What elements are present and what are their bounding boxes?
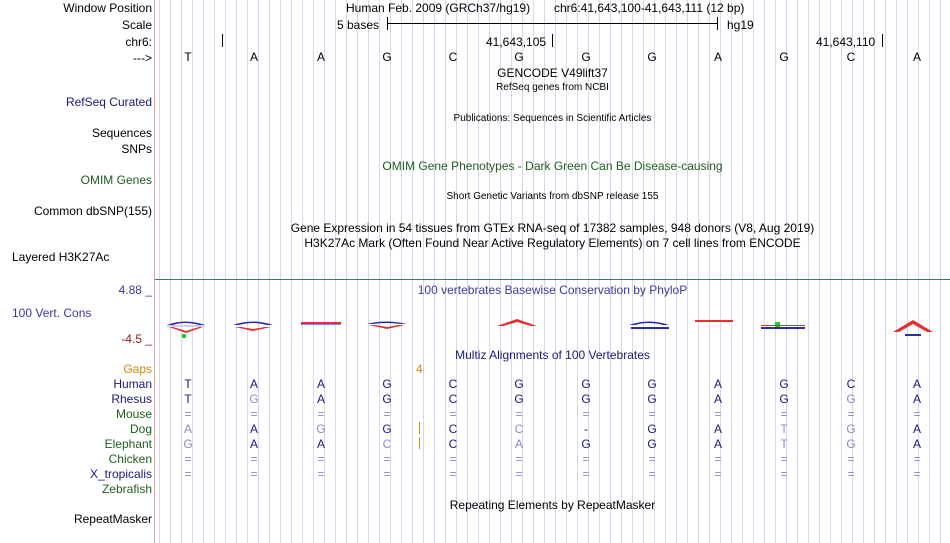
alignment-base: = bbox=[317, 452, 325, 466]
alignment-base: C bbox=[846, 377, 856, 391]
alignment-base: T bbox=[184, 377, 192, 391]
snps-track-label[interactable]: SNPs bbox=[121, 142, 152, 156]
alignment-base: = bbox=[449, 407, 457, 421]
track-divider bbox=[155, 279, 950, 280]
species-label-human[interactable]: Human bbox=[113, 377, 152, 391]
insertion-marker bbox=[419, 422, 420, 434]
alignment-base: = bbox=[515, 452, 523, 466]
alignment-base: = bbox=[317, 467, 325, 481]
alignment-base: = bbox=[515, 407, 523, 421]
alignment-base: G bbox=[382, 392, 392, 406]
alignment-base: G bbox=[779, 392, 789, 406]
alignment-base: = bbox=[582, 407, 590, 421]
repeatmasker-track-label[interactable]: RepeatMasker bbox=[73, 512, 152, 526]
alignment-base: A bbox=[249, 377, 258, 391]
alignment-base: = bbox=[714, 452, 722, 466]
gap-count: 4 bbox=[416, 362, 423, 376]
conservation-logo-glyph bbox=[301, 322, 341, 324]
alignment-base: A bbox=[249, 437, 258, 451]
alignment-base: G bbox=[581, 392, 591, 406]
alignment-base: = bbox=[515, 467, 523, 481]
conservation-min-label: -4.5 _ bbox=[121, 332, 152, 346]
alignment-base: A bbox=[713, 422, 722, 436]
reference-base: A bbox=[316, 50, 325, 64]
alignment-base: A bbox=[316, 377, 325, 391]
alignment-base: = bbox=[383, 407, 391, 421]
scale-bar bbox=[387, 23, 718, 24]
scale-db: hg19 bbox=[727, 18, 754, 32]
publications-track-title[interactable]: Publications: Sequences in Scientific Articles bbox=[453, 113, 652, 124]
alignment-base: = bbox=[648, 452, 656, 466]
reference-base: A bbox=[713, 50, 722, 64]
phylop-track-title[interactable]: 100 vertebrates Basewise Conservation by PhyloP bbox=[417, 283, 688, 297]
alignment-base: = bbox=[847, 452, 855, 466]
alignment-base: = bbox=[184, 407, 192, 421]
species-label-rhesus[interactable]: Rhesus bbox=[111, 392, 152, 406]
alignment-base: G bbox=[316, 422, 326, 436]
insertion-marker bbox=[419, 437, 420, 449]
alignment-base: = bbox=[648, 467, 656, 481]
alignment-base: A bbox=[316, 392, 325, 406]
conservation-logo-glyph bbox=[631, 327, 669, 329]
alignment-base: G bbox=[846, 392, 856, 406]
alignment-base: C bbox=[382, 437, 392, 451]
assembly-title: Human Feb. 2009 (GRCh37/hg19) bbox=[346, 1, 531, 15]
alignment-base: = bbox=[780, 452, 788, 466]
conservation-logo-glyph bbox=[367, 322, 407, 325]
alignment-base: G bbox=[514, 392, 524, 406]
conservation-logo-glyph bbox=[761, 325, 805, 326]
alignment-base: A bbox=[912, 437, 921, 451]
alignment-base: A bbox=[183, 422, 192, 436]
alignment-base: G bbox=[382, 422, 392, 436]
alignment-base: A bbox=[514, 437, 523, 451]
omim-phenotypes-title[interactable]: OMIM Gene Phenotypes - Dark Green Can Be Disease-causing bbox=[382, 159, 723, 173]
alignment-base: = bbox=[449, 452, 457, 466]
conservation-logo-glyph bbox=[761, 327, 805, 329]
alignment-base: G bbox=[647, 437, 657, 451]
alignment-base: = bbox=[449, 467, 457, 481]
alignment-base: G bbox=[581, 377, 591, 391]
conservation-logo-glyph bbox=[893, 320, 933, 332]
browser-image-area[interactable] bbox=[155, 0, 950, 543]
conservation-logo-glyph bbox=[167, 325, 205, 327]
ruler-coord-2: 41,643,110 bbox=[816, 35, 876, 49]
strand-toggle[interactable]: ---> bbox=[133, 51, 152, 65]
h3k27ac-track-label[interactable]: Layered H3K27Ac bbox=[12, 250, 110, 264]
alignment-base: = bbox=[250, 467, 258, 481]
conservation-logo-glyph bbox=[775, 322, 780, 327]
alignment-base: = bbox=[383, 452, 391, 466]
scale-bar-right-tick bbox=[717, 17, 718, 30]
alignment-base: C bbox=[448, 422, 458, 436]
conservation-logo-plot bbox=[155, 314, 950, 340]
reference-base: G bbox=[382, 50, 392, 64]
alignment-base: G bbox=[846, 437, 856, 451]
conservation-logo-glyph bbox=[235, 327, 271, 331]
multiz-track-title[interactable]: Multiz Alignments of 100 Vertebrates bbox=[455, 348, 650, 362]
refseq-track-title[interactable]: RefSeq genes from NCBI bbox=[496, 82, 609, 93]
alignment-base: A bbox=[912, 392, 921, 406]
conservation-logo-glyph bbox=[169, 327, 203, 333]
alignment-base: T bbox=[780, 422, 788, 436]
alignment-base: G bbox=[647, 377, 657, 391]
alignment-base: C bbox=[514, 422, 524, 436]
alignment-base: = bbox=[847, 467, 855, 481]
refseq-track-label[interactable]: RefSeq Curated bbox=[65, 95, 152, 109]
alignment-base: G bbox=[249, 392, 259, 406]
alignment-base: = bbox=[913, 467, 921, 481]
alignment-base: G bbox=[514, 377, 524, 391]
alignment-base: G bbox=[183, 437, 193, 451]
alignment-base: = bbox=[913, 407, 921, 421]
reference-base: G bbox=[647, 50, 657, 64]
alignment-base: C bbox=[448, 437, 458, 451]
reference-base: G bbox=[581, 50, 591, 64]
alignment-base: A bbox=[912, 422, 921, 436]
alignment-base: A bbox=[713, 377, 722, 391]
alignment-base: = bbox=[780, 467, 788, 481]
alignment-base: = bbox=[250, 452, 258, 466]
species-label-elephant[interactable]: Elephant bbox=[104, 437, 152, 451]
gencode-track-title[interactable]: GENCODE V49lift37 bbox=[497, 66, 608, 80]
dbsnp-track-label[interactable]: Common dbSNP(155) bbox=[33, 204, 152, 218]
alignment-base: A bbox=[249, 422, 258, 436]
scale-label: Scale bbox=[121, 18, 152, 32]
alignment-base: C bbox=[448, 377, 458, 391]
alignment-base: = bbox=[780, 407, 788, 421]
alignment-base: G bbox=[647, 422, 657, 436]
alignment-base: = bbox=[582, 467, 590, 481]
scale-text: 5 bases bbox=[337, 18, 380, 32]
conservation-logo-glyph bbox=[301, 324, 341, 325]
alignment-base: G bbox=[779, 377, 789, 391]
reference-base: G bbox=[514, 50, 524, 64]
alignment-base: A bbox=[912, 377, 921, 391]
alignment-base: = bbox=[913, 452, 921, 466]
conservation-max-label: 4.88 _ bbox=[118, 283, 152, 297]
alignment-base: T bbox=[780, 437, 788, 451]
species-label-dog[interactable]: Dog bbox=[129, 422, 152, 436]
conservation-logo-glyph bbox=[167, 322, 205, 326]
reference-base: A bbox=[912, 50, 921, 64]
alignment-base: = bbox=[582, 452, 590, 466]
alignment-base: G bbox=[581, 437, 591, 451]
species-label-mouse[interactable]: Mouse bbox=[115, 407, 152, 421]
dbsnp-track-title[interactable]: Short Genetic Variants from dbSNP release 155 bbox=[446, 191, 659, 202]
alignment-base: T bbox=[184, 392, 192, 406]
conservation-track-label[interactable]: 100 Vert. Cons bbox=[12, 306, 92, 320]
alignment-base: A bbox=[316, 437, 325, 451]
reference-base: T bbox=[184, 50, 192, 64]
alignment-base: = bbox=[714, 407, 722, 421]
sequences-track-label[interactable]: Sequences bbox=[91, 126, 152, 140]
alignment-base: = bbox=[184, 467, 192, 481]
conservation-logo-glyph bbox=[905, 334, 921, 336]
gaps-label: Gaps bbox=[123, 362, 152, 376]
gtex-track-title[interactable]: Gene Expression in 54 tissues from GTEx RNA-seq of 17382 samples, 948 donors (V8, Aug 2019) bbox=[290, 221, 815, 235]
ruler-coord-1: 41,643,105 bbox=[486, 35, 547, 49]
reference-base: C bbox=[448, 50, 458, 64]
alignment-base: A bbox=[713, 437, 722, 451]
species-label-xtropicalis[interactable]: X_tropicalis bbox=[89, 467, 152, 481]
alignment-base: - bbox=[584, 422, 588, 436]
window-position-label: Window Position bbox=[63, 1, 152, 15]
species-label-zebrafish[interactable]: Zebrafish bbox=[101, 482, 152, 496]
conservation-logo-glyph bbox=[497, 319, 537, 326]
alignment-base: = bbox=[714, 467, 722, 481]
species-label-chicken[interactable]: Chicken bbox=[108, 452, 152, 466]
conservation-logo-glyph bbox=[233, 322, 273, 326]
track-label-column bbox=[0, 0, 154, 543]
conservation-logo-glyph bbox=[695, 320, 733, 322]
conservation-logo-glyph bbox=[369, 325, 405, 329]
alignment-base: = bbox=[847, 407, 855, 421]
alignment-base: = bbox=[250, 407, 258, 421]
alignment-base: = bbox=[648, 407, 656, 421]
ruler-tick bbox=[552, 34, 553, 47]
alignment-base: C bbox=[448, 392, 458, 406]
alignment-base: G bbox=[382, 377, 392, 391]
h3k27ac-track-title[interactable]: H3K27Ac Mark (Often Found Near Active Regulatory Elements) on 7 cell lines from ENCODE bbox=[304, 236, 801, 250]
alignment-base: = bbox=[317, 407, 325, 421]
ruler-tick bbox=[882, 34, 883, 47]
alignment-base: G bbox=[846, 422, 856, 436]
omim-track-label[interactable]: OMIM Genes bbox=[80, 173, 152, 187]
repeatmasker-track-title[interactable]: Repeating Elements by RepeatMasker bbox=[449, 498, 656, 512]
reference-base: A bbox=[249, 50, 258, 64]
alignment-base: A bbox=[713, 392, 722, 406]
reference-base: C bbox=[846, 50, 856, 64]
conservation-logo-glyph bbox=[629, 322, 669, 326]
alignment-base: = bbox=[184, 452, 192, 466]
ruler-tick bbox=[222, 34, 223, 47]
chrom-label: chr6: bbox=[125, 35, 152, 49]
alignment-base: = bbox=[383, 467, 391, 481]
reference-base: G bbox=[779, 50, 789, 64]
position-readout: chr6:41,643,100-41,643,111 (12 bp) bbox=[554, 1, 745, 15]
alignment-base: G bbox=[647, 392, 657, 406]
conservation-logo-glyph bbox=[182, 334, 186, 338]
